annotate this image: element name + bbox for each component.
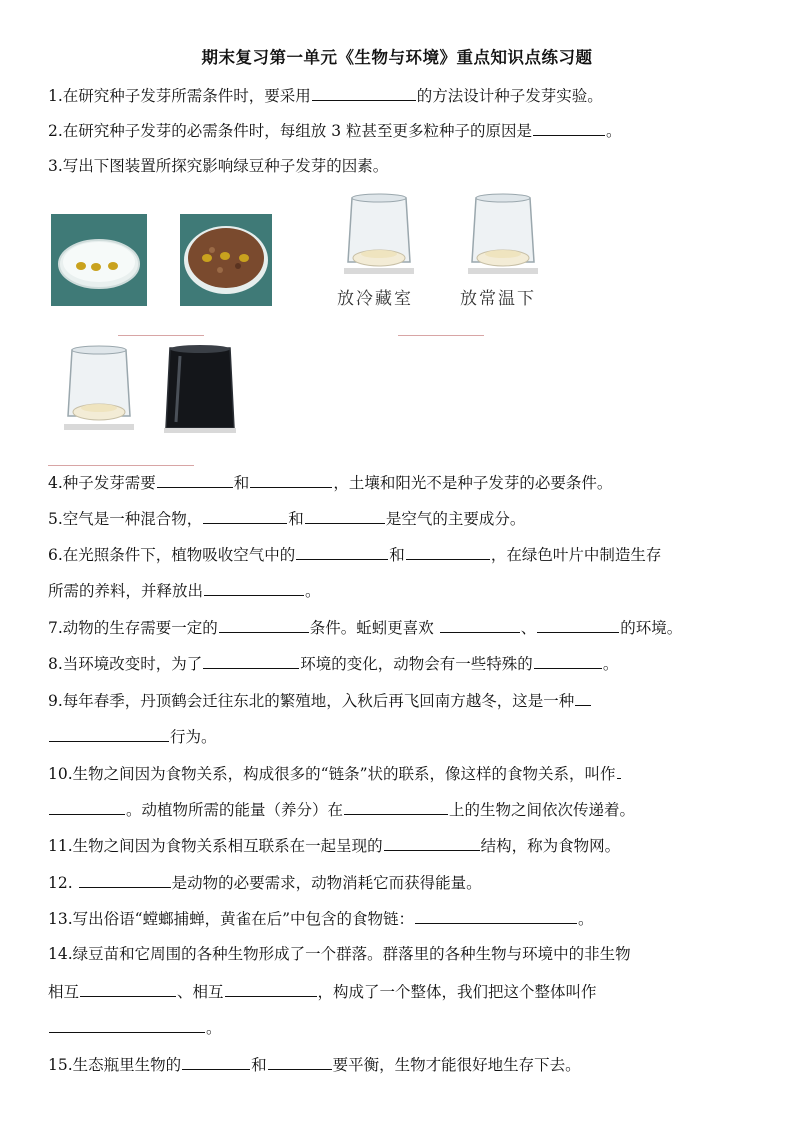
question-9-continued: 行为。 <box>48 725 748 748</box>
answer-blank[interactable] <box>203 652 299 669</box>
caption-cold: 放冷藏室 <box>337 289 413 309</box>
answer-blank[interactable] <box>344 798 448 815</box>
answer-blank[interactable] <box>49 725 169 742</box>
question-15: 15.生态瓶里生物的 和 要平衡，生物才能很好地生存下去。 <box>48 1053 748 1076</box>
answer-blank[interactable] <box>49 798 125 815</box>
answer-blank[interactable] <box>49 1016 205 1033</box>
answer-blank[interactable] <box>305 507 385 524</box>
answer-blank[interactable] <box>79 871 171 888</box>
answer-blank[interactable] <box>268 1053 332 1070</box>
question-7: 7.动物的生存需要一定的 条件。蚯蚓更喜欢 、 的环境。 <box>48 616 748 639</box>
answer-line-figure-2[interactable] <box>398 335 484 336</box>
caption-room: 放常温下 <box>460 289 536 309</box>
answer-blank[interactable] <box>617 762 621 779</box>
answer-blank[interactable] <box>533 119 605 136</box>
answer-blank[interactable] <box>415 907 577 924</box>
question-4: 4.种子发芽需要 和 ，土壤和阳光不是种子发芽的必要条件。 <box>48 471 748 494</box>
answer-blank[interactable] <box>537 616 619 633</box>
question-11: 11.生物之间因为食物关系相互联系在一起呈现的 结构，称为食物网。 <box>48 834 748 857</box>
question-1: 1.在研究种子发芽所需条件时，要采用 的方法设计种子发芽实验。 <box>48 84 748 107</box>
petri-dish-soil-figure <box>180 214 272 306</box>
question-5: 5.空气是一种混合物， 和 是空气的主要成分。 <box>48 507 748 530</box>
question-6-continued: 所需的养料，并释放出 。 <box>48 579 748 602</box>
question-12: 12. 是动物的必要需求，动物消耗它而获得能量。 <box>48 871 748 894</box>
answer-blank[interactable] <box>296 543 388 560</box>
question-10: 10.生物之间因为食物关系，构成很多的“链条”状的联系，像这样的食物关系，叫作 <box>48 762 748 785</box>
answer-blank[interactable] <box>204 579 304 596</box>
answer-blank[interactable] <box>384 834 480 851</box>
answer-blank[interactable] <box>203 507 287 524</box>
question-2: 2.在研究种子发芽的必需条件时，每组放 3 粒甚至更多粒种子的原因是 。 <box>48 119 748 142</box>
clear-cup-room-figure <box>468 192 538 282</box>
question-6: 6.在光照条件下，植物吸收空气中的 和 ，在绿色叶片中制造生存 <box>48 543 748 566</box>
question-8: 8.当环境改变时，为了 环境的变化，动物会有一些特殊的 。 <box>48 652 748 675</box>
answer-blank[interactable] <box>250 471 332 488</box>
question-3: 3.写出下图装置所探究影响绿豆种子发芽的因素。 <box>48 157 389 175</box>
question-9: 9.每年春季，丹顶鹤会迁往东北的繁殖地，入秋后再飞回南方越冬，这是一种 <box>48 689 748 712</box>
question-14-continued-2: 。 <box>48 1016 748 1039</box>
answer-blank[interactable] <box>157 471 233 488</box>
answer-line-figure-1[interactable] <box>118 335 204 336</box>
page-title: 期末复习第一单元《生物与环境》重点知识点练习题 <box>201 48 593 67</box>
black-cup-dark-figure <box>162 344 238 434</box>
answer-blank[interactable] <box>406 543 490 560</box>
answer-blank[interactable] <box>182 1053 250 1070</box>
answer-blank[interactable] <box>80 980 176 997</box>
clear-cup-light-figure <box>64 344 134 434</box>
answer-blank[interactable] <box>312 84 416 101</box>
answer-blank[interactable] <box>225 980 317 997</box>
answer-blank[interactable] <box>440 616 520 633</box>
petri-dish-empty-figure <box>51 214 147 306</box>
answer-blank[interactable] <box>534 652 602 669</box>
question-14: 14.绿豆苗和它周围的各种生物形成了一个群落。群落里的各种生物与环境中的非生物 <box>48 945 631 963</box>
question-14-continued: 相互 、相互 ，构成了一个整体，我们把这个整体叫作 <box>48 980 748 1003</box>
clear-cup-cold-figure <box>344 192 414 282</box>
answer-blank[interactable] <box>575 689 591 706</box>
answer-blank[interactable] <box>219 616 309 633</box>
answer-line-figure-3[interactable] <box>48 465 194 466</box>
question-13: 13.写出俗语“螳螂捕蝉，黄雀在后”中包含的食物链： 。 <box>48 907 748 930</box>
question-10-continued: 。动植物所需的能量（养分）在 上的生物之间依次传递着。 <box>48 798 748 821</box>
